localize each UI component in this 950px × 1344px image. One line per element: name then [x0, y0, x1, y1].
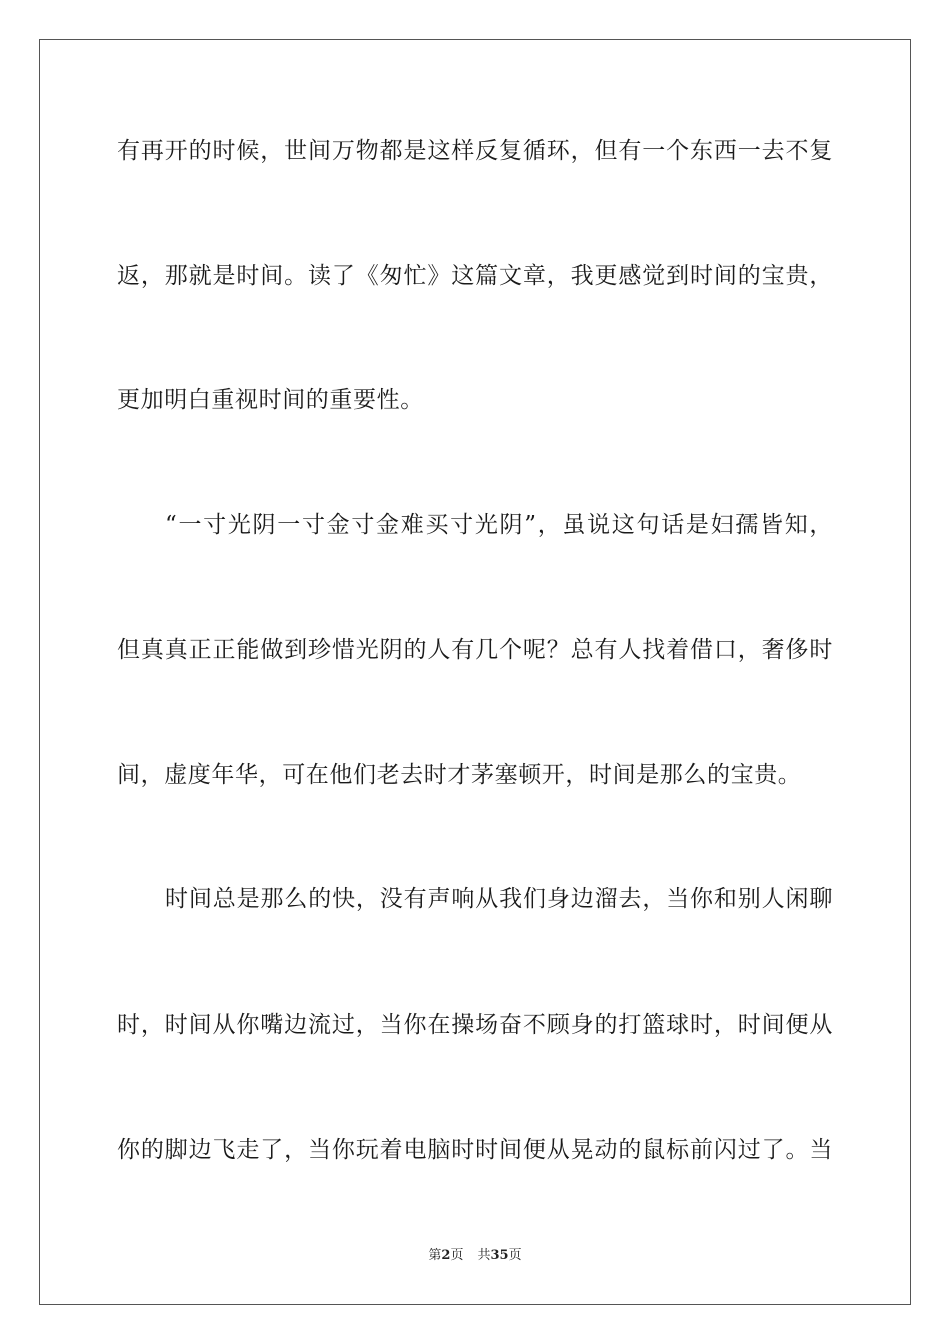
- text-line-1: 有再开的时候，世间万物都是这样反复循环，但有一个东西一去不复: [117, 138, 833, 164]
- text-line-9: 你的脚边飞走了，当你玩着电脑时时间便从晃动的鼠标前闪过了。当: [117, 1137, 833, 1163]
- text-line-4: “一寸光阴一寸金寸金难买寸光阴”，虽说这句话是妇孺皆知，: [165, 512, 833, 538]
- footer-total-pages: 35: [490, 1248, 509, 1263]
- footer-total-suffix: 页: [508, 1248, 522, 1263]
- footer-page-number: 2: [441, 1248, 451, 1263]
- page-frame: [39, 39, 911, 1305]
- page-footer: [0, 1247, 950, 1265]
- footer-page-prefix: 第: [428, 1248, 442, 1263]
- text-line-6: 间，虚度年华，可在他们老去时才茅塞顿开，时间是那么的宝贵。: [117, 762, 802, 788]
- text-line-7: 时间总是那么的快，没有声响从我们身边溜去，当你和别人闲聊: [165, 886, 833, 912]
- text-line-3: 更加明白重视时间的重要性。: [117, 387, 424, 413]
- text-line-8: 时，时间从你嘴边流过，当你在操场奋不顾身的打篮球时，时间便从: [117, 1012, 833, 1038]
- text-line-5: 但真真正正能做到珍惜光阴的人有几个呢？总有人找着借口，奢侈时: [117, 637, 833, 663]
- footer-page-suffix: 页: [450, 1248, 464, 1263]
- footer-total-prefix: 共: [477, 1248, 491, 1263]
- text-line-2: 返，那就是时间。读了《匆忙》这篇文章，我更感觉到时间的宝贵，: [117, 263, 833, 289]
